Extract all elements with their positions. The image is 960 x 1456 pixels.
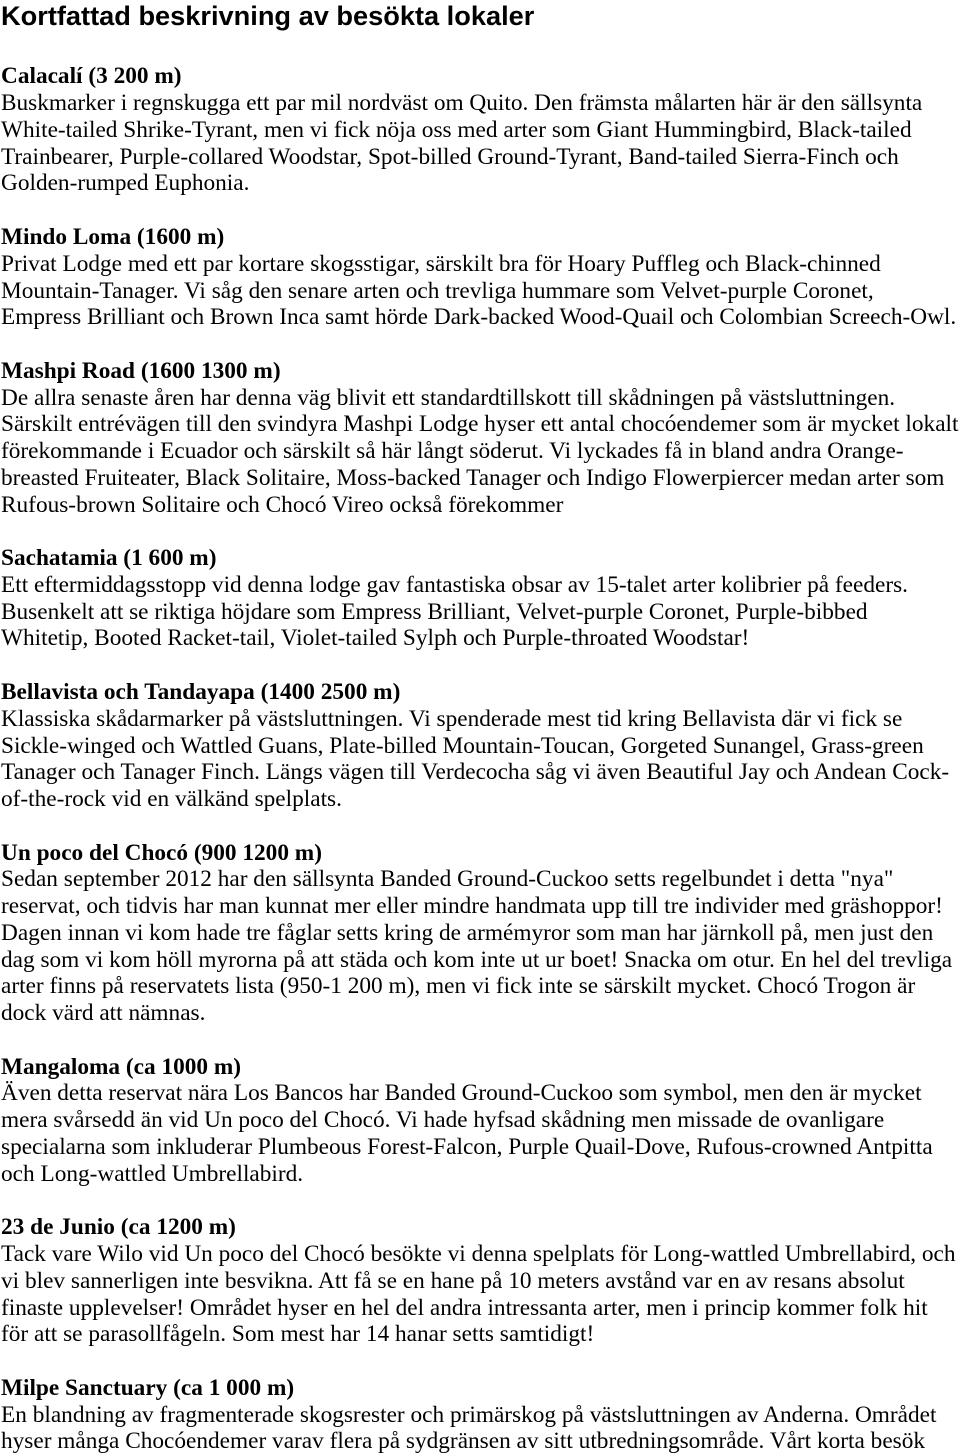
section-text-line: Mountain-Tanager. Vi såg den senare arten och trevliga hummare som Velvet-purple Coronet, [1,277,874,304]
section-text-line: breasted Fruiteater, Black Solitaire, Moss-backed Tanager och Indigo Flowerpiercer medan arter som [1,464,945,491]
section-text-line: White-tailed Shrike-Tyrant, men vi fick nöja oss med arter som Giant Hummingbird, Black-tailed [1,116,912,143]
section-text-line: finaste upplevelser! Området hyser en hel del andra intressanta arter, men i princip kommer folk hit [1,1294,928,1321]
section-text-line: Golden-rumped Euphonia. [1,170,250,197]
section-heading: 23 de Junio (ca 1200 m) [1,1214,236,1241]
section-text-line: vi blev sannerligen inte besvikna. Att få se en hane på 10 meters avstånd var en av resans absolut [1,1267,905,1294]
section-23-de-junio [1,1214,960,1348]
section-text-line: mera svårsedd än vid Un poco del Chocó. Vi hade hyfsad skådning men missade de ovanligare [1,1107,885,1134]
section-text-line: Även detta reservat nära Los Bancos har Banded Ground-Cuckoo som symbol, men den är mycket [1,1080,922,1107]
section-text-line: En blandning av fragmenterade skogsrester och primärskog på västsluttningen av Anderna. Området [1,1401,937,1428]
section-text-line: of-the-rock vid en välkänd spelplats. [1,786,342,813]
section-heading: Mindo Loma (1600 m) [1,223,225,250]
section-text-line: Ett eftermiddagsstopp vid denna lodge gav fantastiska obsar av 15-talet arter kolibrier på feeders. [1,571,908,598]
section-milpe-sanctuary [1,1375,960,1455]
section-text-line: Privat Lodge med ett par kortare skogsstigar, särskilt bra för Hoary Puffleg och Black-chinned [1,250,881,277]
section-mashpi-road [1,358,960,519]
section-text-line: Sedan september 2012 har den sällsynta Banded Ground-Cuckoo setts regelbundet i detta "nya" [1,866,894,893]
section-heading: Mashpi Road (1600 1300 m) [1,357,281,384]
section-text-line: dag som vi kom höll myrorna på att städa och kom inte ut ur boet! Snacka om otur. En hel del trevliga [1,946,953,973]
section-text-line: och Long-wattled Umbrellabird. [1,1160,304,1187]
section-heading: Sachatamia (1 600 m) [1,545,217,572]
section-text-line: förekommande i Ecuador och särskilt så här långt söderut. Vi lyckades få in bland andra Orange- [1,438,904,465]
section-text-line: Sickle-winged och Wattled Guans, Plate-billed Mountain-Toucan, Gorgeted Sunangel, Grass-green [1,732,924,759]
document-title: Kortfattad beskrivning av besökta lokaler [1,0,535,31]
section-heading: Calacalí (3 200 m) [1,63,182,90]
section-calacali [1,63,960,197]
section-text-line: reservat, och tidvis har man kunnat mer eller mindre handmata upp till tre individer med gräshoppor! [1,893,943,920]
section-un-poco-del-choco [1,840,960,1027]
section-text-line: Empress Brilliant och Brown Inca samt hörde Dark-backed Wood-Quail och Colombian Screech-Owl. [1,304,957,331]
document-body [1,63,960,1455]
section-text-line: för att se parasollfågeln. Som mest har 14 hanar setts samtidigt! [1,1321,595,1348]
section-text-line: Tack vare Wilo vid Un poco del Chocó besökte vi denna spelplats för Long-wattled Umbrellabird, och [1,1241,956,1268]
section-text-line: Busenkelt att se riktiga höjdare som Empress Brilliant, Velvet-purple Coronet, Purple-bibbed [1,598,868,625]
section-bellavista-tandayapa [1,679,960,813]
section-text-line: hyser många Chocóendemer varav flera på sydgränsen av sitt utbredningsområde. Vårt korta besök [1,1428,926,1455]
section-sachatamia [1,545,960,652]
section-heading: Un poco del Chocó (900 1200 m) [1,839,322,866]
section-text-line: dock värd att nämnas. [1,1000,206,1027]
section-text-line: Trainbearer, Purple-collared Woodstar, Spot-billed Ground-Tyrant, Band-tailed Sierra-Finch och [1,143,899,170]
section-heading: Bellavista och Tandayapa (1400 2500 m) [1,679,401,705]
section-text-line: specialarna som inkluderar Plumbeous Forest-Falcon, Purple Quail-Dove, Rufous-crowned Antpitta [1,1134,933,1161]
section-text-line: Tanager och Tanager Finch. Längs vägen till Verdecocha såg vi även Beautiful Jay och Andean Cock- [1,759,950,786]
section-mindo-loma [1,224,960,331]
section-heading: Mangaloma (ca 1000 m) [1,1053,242,1080]
section-heading: Milpe Sanctuary (ca 1 000 m) [1,1374,295,1401]
section-text-line: Dagen innan vi kom hade tre fåglar setts kring de armémyror som man har järnkoll på, men just den [1,919,934,946]
section-text-line: Rufous-brown Solitaire och Chocó Vireo också förekommer [1,491,564,518]
section-text-line: Buskmarker i regnskugga ett par mil nordväst om Quito. Den främsta målarten här är den sällsynta [1,90,923,117]
section-text-line: Särskilt entrévägen till den svindyra Mashpi Lodge hyser ett antal chocóendemer som är mycket lokalt [1,411,959,438]
section-text-line: De allra senaste åren har denna väg blivit ett standardtillskott till skådningen på västsluttningen. [1,384,896,411]
section-mangaloma [1,1054,960,1188]
section-text-line: arter finns på reservatets lista (950-1 200 m), men vi fick inte se särskilt mycket. Chocó Trogon är [1,973,916,1000]
section-text-line: Klassiska skådarmarker på västsluttningen. Vi spenderade mest tid kring Bellavista där vi fick se [1,705,903,732]
section-text-line: Whitetip, Booted Racket-tail, Violet-tailed Sylph och Purple-throated Woodstar! [1,625,750,652]
